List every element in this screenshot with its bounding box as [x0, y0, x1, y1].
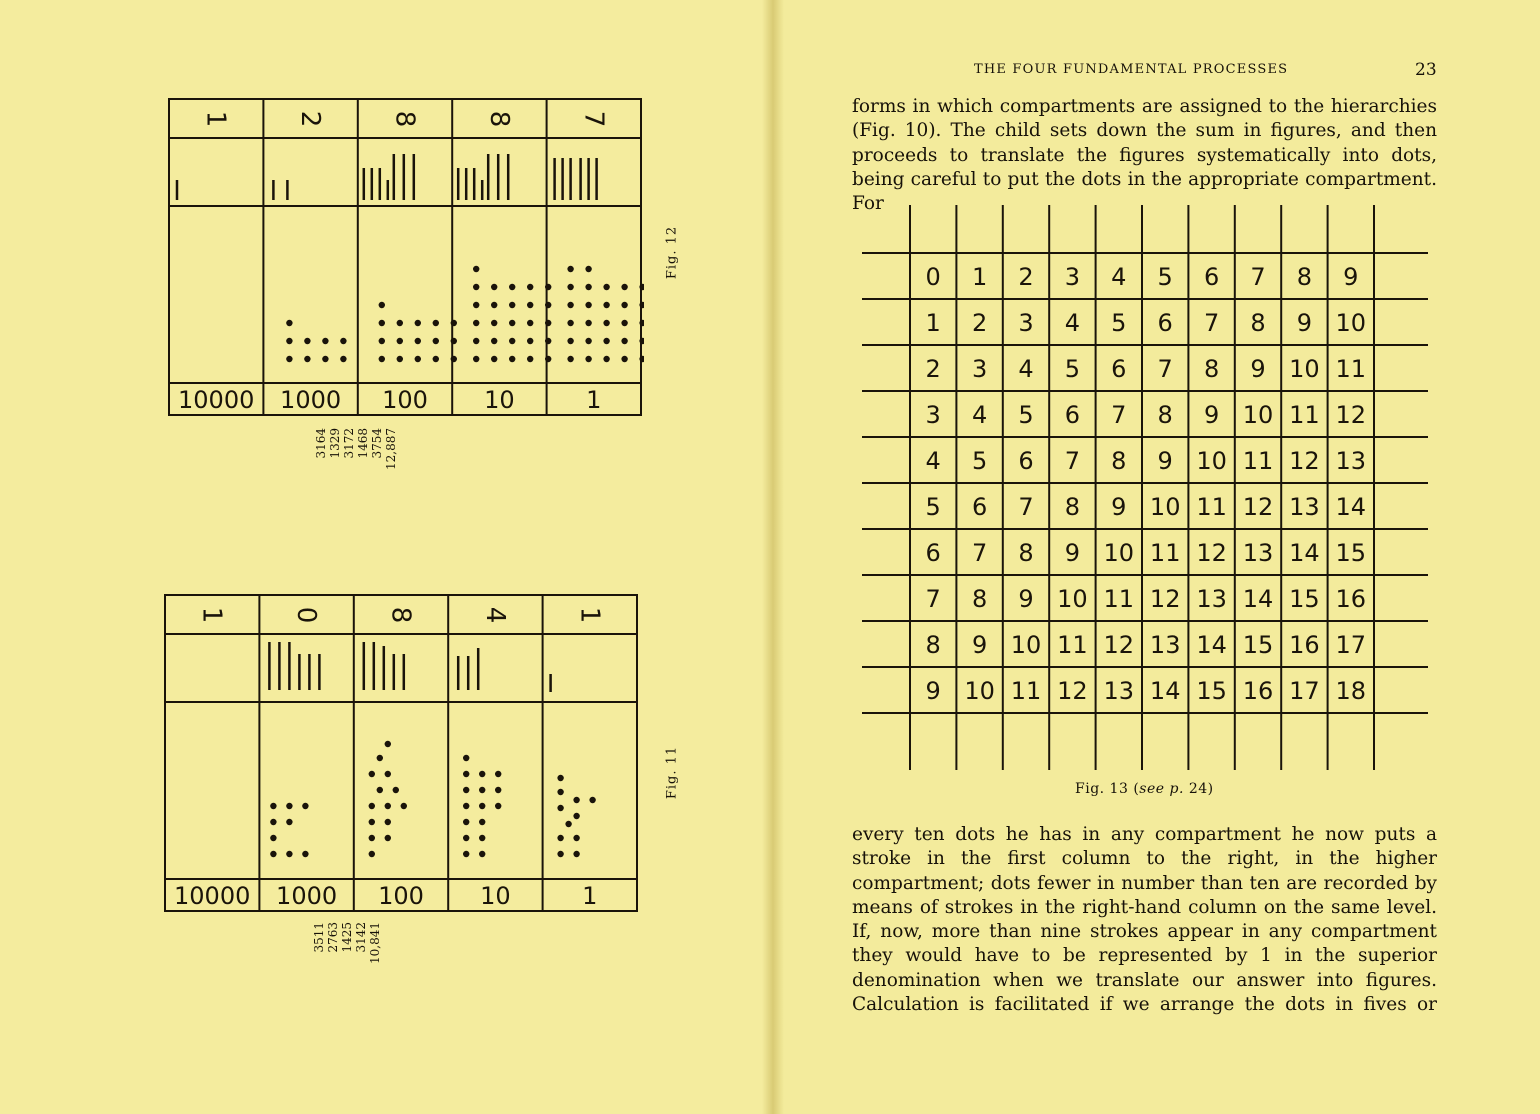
place-label: 1 [586, 386, 602, 414]
counting-dot [557, 835, 563, 841]
counting-dot [491, 302, 497, 308]
table-cell: 15 [1196, 677, 1227, 705]
table-cell: 9 [1111, 493, 1127, 521]
counting-dot [585, 356, 591, 362]
counting-dot [509, 284, 515, 290]
table-cell: 12 [1242, 493, 1274, 521]
counting-dot [545, 338, 551, 344]
counting-dot [473, 302, 479, 308]
table-cell: 5 [925, 493, 941, 521]
counting-dot [379, 320, 385, 326]
counting-dot [463, 819, 469, 825]
table-cell: 12 [1103, 631, 1135, 659]
table-cell: 3 [1018, 309, 1034, 337]
counting-dot [286, 320, 292, 326]
counting-dot [585, 284, 591, 290]
table-cell: 17 [1289, 677, 1320, 705]
counting-dot [527, 338, 533, 344]
counting-dot [433, 356, 439, 362]
place-label: 100 [378, 882, 424, 910]
counting-dot [369, 771, 375, 777]
table-cell: 9 [1343, 263, 1359, 291]
table-cell: 17 [1335, 631, 1367, 659]
table-cell: 12 [1149, 585, 1181, 613]
table-cell: 13 [1335, 447, 1367, 475]
fig11-sum [312, 922, 382, 1016]
table-cell: 9 [1064, 539, 1081, 567]
fig11-table [164, 594, 642, 914]
counting-dot [567, 338, 573, 344]
table-cell: 5 [1111, 309, 1127, 337]
place-label: 10 [480, 882, 511, 910]
counting-dot [491, 284, 497, 290]
fig11-label: Fig. 11 [664, 745, 680, 800]
digit-label: 7 [578, 110, 609, 128]
counting-dot [377, 755, 383, 761]
counting-dot [491, 356, 497, 362]
fig12-table [168, 98, 644, 418]
counting-dot [479, 851, 485, 857]
counting-dot [621, 320, 627, 326]
counting-dot [573, 835, 579, 841]
table-cell: 2 [971, 309, 988, 337]
counting-dot [479, 835, 485, 841]
table-cell: 4 [971, 401, 988, 429]
counting-dot [585, 302, 591, 308]
counting-dot [589, 797, 595, 803]
place-label: 10 [484, 386, 515, 414]
counting-dot [463, 803, 469, 809]
counting-dot [545, 356, 551, 362]
table-cell: 9 [1203, 401, 1220, 429]
counting-dot [463, 835, 469, 841]
table-cell: 5 [1018, 401, 1034, 429]
table-cell: 5 [1064, 355, 1081, 383]
counting-dot [286, 338, 292, 344]
table-cell: 12 [1335, 401, 1367, 429]
counting-dot [473, 284, 479, 290]
table-cell: 4 [1111, 263, 1127, 291]
counting-dot [603, 320, 609, 326]
counting-dot [527, 302, 533, 308]
table-cell: 10 [1242, 401, 1274, 429]
table-cell: 1 [971, 263, 988, 291]
counting-dot [415, 356, 421, 362]
paragraph-top: forms in which compartments are assigned to the hierarchies (Fig. 10). The child sets down the sum in figures, and then proceeds to translate the figures systematically into dots, being careful to put the dots in the appropriate compartment. For [852, 96, 1437, 215]
figure-border [169, 99, 641, 415]
table-cell: 7 [1157, 355, 1173, 383]
counting-dot [340, 338, 346, 344]
table-cell: 13 [1242, 539, 1274, 567]
table-cell: 8 [1064, 493, 1081, 521]
table-cell: 13 [1289, 493, 1320, 521]
table-cell: 10 [1196, 447, 1227, 475]
counting-dot [369, 819, 375, 825]
counting-dot [621, 338, 627, 344]
table-cell: 10 [964, 677, 995, 705]
table-cell: 10 [1010, 631, 1042, 659]
counting-dot [527, 320, 533, 326]
table-cell: 7 [1064, 447, 1081, 475]
place-label: 1000 [276, 882, 338, 910]
table-cell: 11 [1242, 447, 1274, 475]
table-cell: 2 [925, 355, 941, 383]
counting-dot [603, 302, 609, 308]
counting-dot [479, 771, 485, 777]
table-cell: 4 [1064, 309, 1081, 337]
table-cell: 0 [925, 263, 941, 291]
fig13-grid [862, 205, 1428, 770]
table-cell: 14 [1196, 631, 1227, 659]
table-cell: 16 [1289, 631, 1320, 659]
table-cell: 13 [1196, 585, 1227, 613]
table-cell: 7 [1203, 309, 1220, 337]
table-cell: 13 [1149, 631, 1181, 659]
table-cell: 4 [1018, 355, 1034, 383]
counting-dot [385, 741, 391, 747]
table-cell: 9 [1157, 447, 1173, 475]
counting-dot [270, 819, 276, 825]
counting-dot [479, 819, 485, 825]
table-cell: 14 [1149, 677, 1181, 705]
page-number: 23 [1415, 60, 1437, 80]
table-cell: 7 [1018, 493, 1034, 521]
counting-dot [379, 302, 385, 308]
counting-dot [545, 320, 551, 326]
counting-dot [509, 302, 515, 308]
counting-dot [567, 266, 573, 272]
counting-dot [385, 803, 391, 809]
digit-label: 8 [389, 110, 420, 128]
counting-dot [322, 356, 328, 362]
counting-dot [479, 803, 485, 809]
counting-dot [621, 356, 627, 362]
table-cell: 15 [1289, 585, 1320, 613]
counting-dot [585, 338, 591, 344]
counting-dot [585, 266, 591, 272]
table-cell: 9 [1250, 355, 1266, 383]
table-cell: 15 [1335, 539, 1367, 567]
digit-label: 4 [479, 606, 510, 624]
table-cell: 8 [971, 585, 988, 613]
table-cell: 2 [1018, 263, 1034, 291]
counting-dot [621, 302, 627, 308]
counting-dot [302, 803, 308, 809]
counting-dot [557, 775, 563, 781]
table-cell: 9 [1018, 585, 1034, 613]
table-cell: 14 [1242, 585, 1274, 613]
counting-dot [473, 320, 479, 326]
table-cell: 6 [1018, 447, 1034, 475]
counting-dot [491, 320, 497, 326]
counting-dot [557, 851, 563, 857]
counting-dot [302, 851, 308, 857]
counting-dot [433, 338, 439, 344]
table-cell: 14 [1289, 539, 1320, 567]
table-cell: 11 [1335, 355, 1367, 383]
counting-dot [369, 851, 375, 857]
counting-dot [473, 338, 479, 344]
digit-label: 8 [385, 606, 416, 624]
counting-dot [573, 851, 579, 857]
counting-dot [451, 338, 457, 344]
figure-border [165, 595, 637, 911]
counting-dot [621, 284, 627, 290]
counting-dot [495, 771, 501, 777]
table-cell: 18 [1335, 677, 1367, 705]
counting-dot [573, 813, 579, 819]
counting-dot [495, 803, 501, 809]
counting-dot [270, 835, 276, 841]
place-label: 1000 [280, 386, 342, 414]
counting-dot [369, 835, 375, 841]
place-label: 10000 [174, 882, 251, 910]
table-cell: 1 [925, 309, 941, 337]
sum-column: 3511 2763 1425 3142 10,841 [312, 922, 382, 964]
counting-dot [509, 356, 515, 362]
running-header: THE FOUR FUNDAMENTAL PROCESSES [974, 62, 1289, 77]
counting-dot [509, 320, 515, 326]
counting-dot [397, 320, 403, 326]
counting-dot [304, 338, 310, 344]
digit-label: 1 [196, 606, 227, 624]
counting-dot [340, 356, 346, 362]
counting-dot [379, 356, 385, 362]
counting-dot [270, 851, 276, 857]
table-cell: 7 [971, 539, 988, 567]
table-cell: 11 [1010, 677, 1042, 705]
counting-dot [451, 320, 457, 326]
table-cell: 10 [1289, 355, 1320, 383]
table-cell: 9 [925, 677, 941, 705]
counting-dot [473, 356, 479, 362]
counting-dot [603, 284, 609, 290]
digit-label: 8 [483, 110, 514, 128]
counting-dot [495, 787, 501, 793]
digit-label: 0 [291, 606, 322, 624]
counting-dot [463, 771, 469, 777]
counting-dot [557, 805, 563, 811]
paragraph-bottom: every ten dots he has in any compartment he now puts a stroke in the first column to the right, in the higher compartment; dots fewer in number than ten are recorded by means of strokes in the right-hand column on the same level. If, now, more than nine strokes appear in any compartment they would have to be represented by 1 in the superior denomination when we translate our answer into figures. Calculation is facilitated if we arrange the dots in fives or [852, 824, 1437, 1016]
table-cell: 3 [971, 355, 988, 383]
place-label: 1 [582, 882, 598, 910]
counting-dot [270, 803, 276, 809]
table-cell: 3 [925, 401, 941, 429]
counting-dot [401, 803, 407, 809]
table-cell: 11 [1289, 401, 1320, 429]
counting-dot [545, 284, 551, 290]
counting-dot [286, 851, 292, 857]
book-gutter [762, 0, 784, 1114]
counting-dot [286, 356, 292, 362]
digit-label: 1 [200, 110, 231, 128]
counting-dot [573, 797, 579, 803]
counting-dot [585, 320, 591, 326]
counting-dot [491, 338, 497, 344]
counting-dot [377, 787, 383, 793]
counting-dot [433, 320, 439, 326]
counting-dot [385, 835, 391, 841]
place-label: 10000 [178, 386, 255, 414]
counting-dot [397, 338, 403, 344]
counting-dot [415, 320, 421, 326]
table-cell: 8 [1111, 447, 1127, 475]
table-cell: 12 [1057, 677, 1088, 705]
table-cell: 11 [1103, 585, 1135, 613]
table-cell: 11 [1196, 493, 1227, 521]
table-cell: 6 [1064, 401, 1081, 429]
table-cell: 13 [1103, 677, 1135, 705]
table-cell: 14 [1335, 493, 1367, 521]
counting-dot [463, 755, 469, 761]
table-cell: 8 [1157, 401, 1173, 429]
table-cell: 7 [925, 585, 941, 613]
counting-dot [385, 819, 391, 825]
digit-label: 1 [574, 606, 605, 624]
table-cell: 12 [1196, 539, 1227, 567]
table-cell: 8 [1018, 539, 1034, 567]
table-cell: 8 [1296, 263, 1313, 291]
table-cell: 9 [971, 631, 988, 659]
counting-dot [304, 356, 310, 362]
fig12-label: Fig. 12 [664, 225, 680, 280]
table-cell: 8 [925, 631, 941, 659]
table-cell: 12 [1289, 447, 1320, 475]
table-cell: 7 [1111, 401, 1127, 429]
counting-dot [567, 320, 573, 326]
counting-dot [603, 338, 609, 344]
table-cell: 5 [1157, 263, 1173, 291]
table-cell: 8 [1203, 355, 1220, 383]
counting-dot [567, 284, 573, 290]
counting-dot [451, 356, 457, 362]
table-cell: 6 [1203, 263, 1220, 291]
table-cell: 3 [1064, 263, 1081, 291]
table-cell: 10 [1057, 585, 1088, 613]
table-cell: 8 [1250, 309, 1266, 337]
table-cell: 10 [1335, 309, 1367, 337]
counting-dot [463, 787, 469, 793]
table-cell: 6 [1111, 355, 1127, 383]
counting-dot [567, 356, 573, 362]
table-cell: 6 [971, 493, 988, 521]
table-cell: 11 [1149, 539, 1181, 567]
counting-dot [397, 356, 403, 362]
table-cell: 11 [1057, 631, 1088, 659]
counting-dot [286, 819, 292, 825]
counting-dot [322, 338, 328, 344]
counting-dot [393, 787, 399, 793]
counting-dot [509, 338, 515, 344]
table-cell: 5 [971, 447, 988, 475]
counting-dot [567, 302, 573, 308]
table-cell: 10 [1149, 493, 1181, 521]
counting-dot [603, 356, 609, 362]
counting-dot [527, 356, 533, 362]
counting-dot [385, 771, 391, 777]
place-label: 100 [382, 386, 428, 414]
counting-dot [527, 284, 533, 290]
table-cell: 16 [1242, 677, 1274, 705]
table-cell: 16 [1335, 585, 1367, 613]
table-cell: 6 [925, 539, 941, 567]
counting-dot [479, 787, 485, 793]
counting-dot [545, 302, 551, 308]
counting-dot [379, 338, 385, 344]
digit-label: 2 [295, 110, 326, 128]
counting-dot [557, 789, 563, 795]
sum-column: 3164 1329 3172 1468 3754 12,887 [314, 428, 398, 470]
table-cell: 15 [1242, 631, 1274, 659]
table-cell: 7 [1250, 263, 1266, 291]
counting-dot [415, 338, 421, 344]
table-cell: 9 [1296, 309, 1313, 337]
fig12-sum [314, 428, 398, 524]
counting-dot [473, 266, 479, 272]
counting-dot [286, 803, 292, 809]
counting-dot [369, 803, 375, 809]
counting-dot [463, 851, 469, 857]
table-cell: 6 [1157, 309, 1173, 337]
table-cell: 4 [925, 447, 941, 475]
fig13-caption: Fig. 13 (see p. 24) [1075, 781, 1214, 797]
counting-dot [565, 821, 571, 827]
table-cell: 10 [1103, 539, 1135, 567]
